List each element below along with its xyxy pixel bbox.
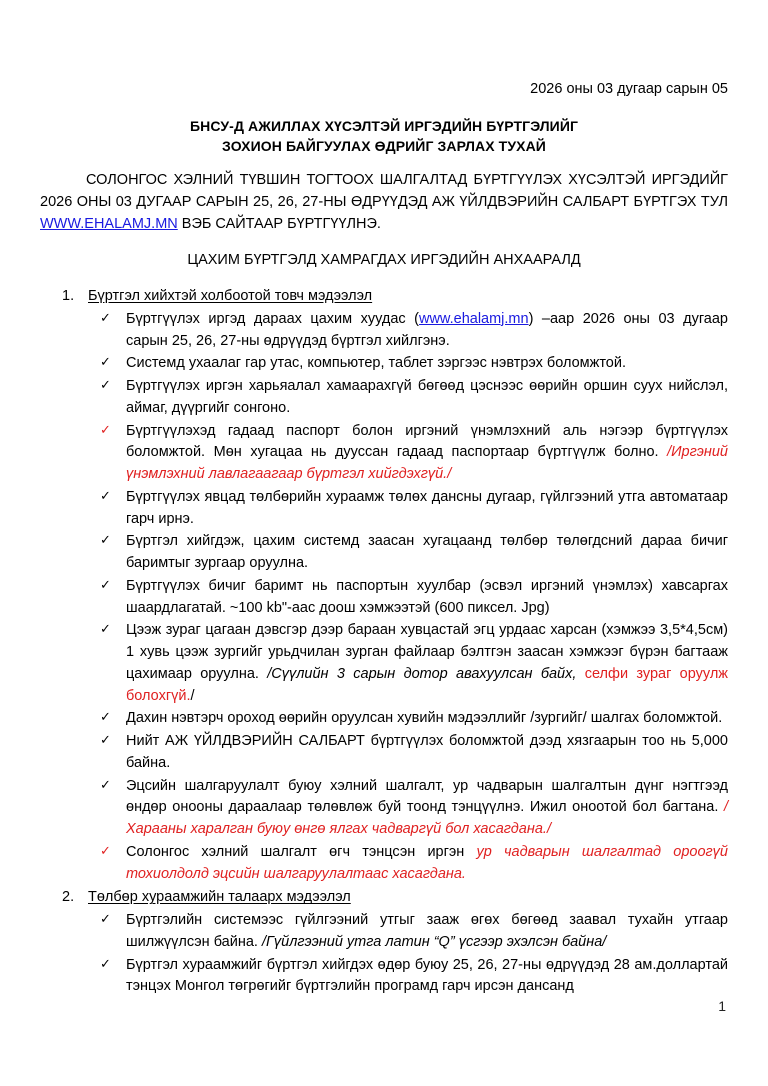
check-icon: ✓ <box>100 355 111 371</box>
item-text: Солонгос хэлний шалгалт өгч тэнцсэн иргэн <box>126 843 477 860</box>
inline-link[interactable]: www.ehalamj.mn <box>418 310 529 327</box>
intro-paragraph <box>40 170 728 235</box>
item-text: Системд ухаалаг гар утас, компьютер, таблет зэргээс нэвтрэх боломжтой. <box>126 355 626 372</box>
item-text: Бүртгүүлэхэд гадаад паспорт болон иргэний үнэмлэхний аль нэгээр бүртгүүлэх боломжтой. Мөн хугацаа нь дууссан гадаад паспортаар бүртгүүлж болно. <box>126 422 728 461</box>
ehalamj-website-link[interactable]: WWW.EHALAMJ.MN <box>40 215 178 232</box>
checklist <box>88 309 728 886</box>
list-item <box>88 576 728 620</box>
check-icon: ✓ <box>100 710 111 726</box>
check-icon: ✓ <box>100 488 111 504</box>
document-title-line-2: ЗОХИОН БАЙГУУЛАХ ӨДРИЙГ ЗАРЛАХ ТУХАЙ <box>222 137 546 154</box>
item-text: Эцсийн шалгаруулалт буюу хэлний шалгалт, ур чадварын шалгалтын дүнг нэгтгээд өндөр онооны дараалаар төлөвлөж буй тоонд тэнцүүлнэ. Ижил оноотой бол багтана. <box>126 777 728 816</box>
list-item <box>88 955 728 999</box>
attention-heading: ЦАХИМ БҮРТГЭЛД ХАМРАГДАХ ИРГЭДИЙН АНХААРАЛД <box>187 251 581 268</box>
section-heading: Бүртгэл хийхтэй холбоотой товч мэдээлэл <box>88 288 373 305</box>
section-number: 2. <box>62 889 75 906</box>
check-icon: ✓ <box>100 777 111 793</box>
item-text: Дахин нэвтэрч ороход өөрийн оруулсан хувийн мэдээллийг /зургийг/ шалгах боломжтой. <box>126 710 723 727</box>
list-item <box>88 731 728 775</box>
intro-text-post: ВЭБ САЙТААР БҮРТГҮҮЛНЭ. <box>177 215 381 232</box>
intro-text-pre: СОЛОНГОС ХЭЛНИЙ ТҮВШИН ТОГТООХ ШАЛГАЛТАД БҮРТГҮҮЛЭХ ХҮСЭЛТЭЙ ИРГЭДИЙГ 2026 ОНЫ 03 ДУГААР САРЫН 25, 26, 27-НЫ ӨДРҮҮДЭД АЖ ҮЙЛДВЭРИЙН САЛБАРТ БҮРТГЭХ ТУЛ <box>40 172 728 210</box>
document-title <box>40 116 728 157</box>
emphasis-red-italic: /Харааны харалган буюу өнгө ялгах чадваргүй бол хасагдана./ <box>126 799 728 838</box>
emphasis-italic: /Сүүлийн 3 сарын дотор авахуулсан байх, <box>267 665 585 682</box>
item-text: Бүртгүүлэх иргэн харьяалал хамаарахгүй бөгөөд цэснээс өөрийн оршин суух нийслэл, аймаг, дүүргийг сонгоно. <box>126 378 728 416</box>
item-text: Цээж зураг цагаан дэвсгэр дээр бараан хувцастай эгц урдаас харсан (хэмжээ 3,5*4,5см) 1 хувь цээж зургийг урьдчилан зурган файлаар бэлтгэн заасан хэмжээг бүрэн багтааж цахимаар оруулна. <box>126 622 728 682</box>
emphasis-red-italic: /Иргэний үнэмлэхний лавлагаагаар бүртгэл хийгдэхгүй./ <box>126 444 728 483</box>
page-number: 1 <box>718 998 726 1014</box>
item-text: Бүртгүүлэх бичиг баримт нь паспортын хуулбар (эсвэл иргэний үнэмлэх) хавсаргах шаардлагатай. ~100 kb"-аас доош хэмжээтэй (600 пиксел. Jpg) <box>126 577 728 616</box>
item-text: Нийт АЖ ҮЙЛДВЭРИЙН САЛБАРТ бүртгүүлэх боломжтой дээд хязгаарын тоо нь 5,000 байна. <box>126 733 728 771</box>
list-item <box>88 620 728 707</box>
emphasis-red: селфи зураг оруулж болохгүй. <box>126 665 728 704</box>
check-icon: ✓ <box>100 577 111 593</box>
emphasis-italic: /Гүйлгээний утга латин “Q” үсгээр эхэлсэн байна/ <box>261 933 607 950</box>
item-text: Бүртгэл хураамжийг бүртгэл хийгдэх өдөр буюу 25, 26, 27-ны өдрүүдэд 28 ам.доллартай тэнцэх Монгол төгрөгийг бүртгэлийн програмд гарч ирсэн дансанд <box>126 956 728 995</box>
list-item <box>88 910 728 954</box>
list-item <box>88 842 728 886</box>
check-icon: ✓ <box>100 310 111 326</box>
section-number: 1. <box>62 288 75 305</box>
numbered-section <box>40 887 728 998</box>
numbered-section <box>40 286 728 885</box>
list-item <box>88 531 728 575</box>
document-title-line-1: БНСУ-Д АЖИЛЛАХ ХҮСЭЛТЭЙ ИРГЭДИЙН БҮРТГЭЛИЙГ <box>189 117 579 134</box>
list-item <box>88 708 728 730</box>
check-icon: ✓ <box>100 956 111 972</box>
check-icon: ✓ <box>100 422 111 438</box>
checklist <box>88 910 728 998</box>
section-heading: Төлбөр хураамжийн талаарх мэдээлэл <box>88 889 351 906</box>
check-icon: ✓ <box>100 622 111 638</box>
document-content <box>40 0 728 998</box>
list-item <box>88 309 728 353</box>
list-item <box>88 353 728 375</box>
item-text: ) –аар 2026 оны 03 дугаар сарын 25, 26, 27-ны өдрүүдэд бүртгэл хийлгэнэ. <box>126 310 728 349</box>
item-text: Бүртгүүлэх явцад төлбөрийн хураамж төлөх дансны дугаар, гүйлгээний утга автоматаар гарч ирнэ. <box>126 488 728 527</box>
item-text: Бүртгүүлэх иргэд дараах цахим хуудас ( <box>126 310 419 327</box>
check-icon: ✓ <box>100 733 111 749</box>
check-icon: ✓ <box>100 843 111 859</box>
list-item <box>88 421 728 486</box>
emphasis-red-italic: ур чадварын шалгалтад ороогүй тохиолдолд эцсийн шалгаруулалтаас хасагдана. <box>126 843 728 882</box>
item-text: / <box>190 687 195 704</box>
list-item <box>88 376 728 420</box>
check-icon: ✓ <box>100 378 111 394</box>
item-text: Бүртгэлийн системээс гүйлгээний утгыг зааж өгөх бөгөөд заавал тухайн утгаар шилжүүлсэн байна. <box>126 912 728 950</box>
check-icon: ✓ <box>100 533 111 549</box>
item-text: Бүртгэл хийгдэж, цахим системд заасан хугацаанд төлбөр төлөгдсний дараа бичиг баримтыг зургаар оруулна. <box>126 533 728 572</box>
document-date: 2026 оны 03 дугаар сарын 05 <box>530 81 728 97</box>
list-item <box>88 776 728 841</box>
check-icon: ✓ <box>100 912 111 928</box>
list-item <box>88 487 728 531</box>
numbered-sections <box>40 286 728 998</box>
